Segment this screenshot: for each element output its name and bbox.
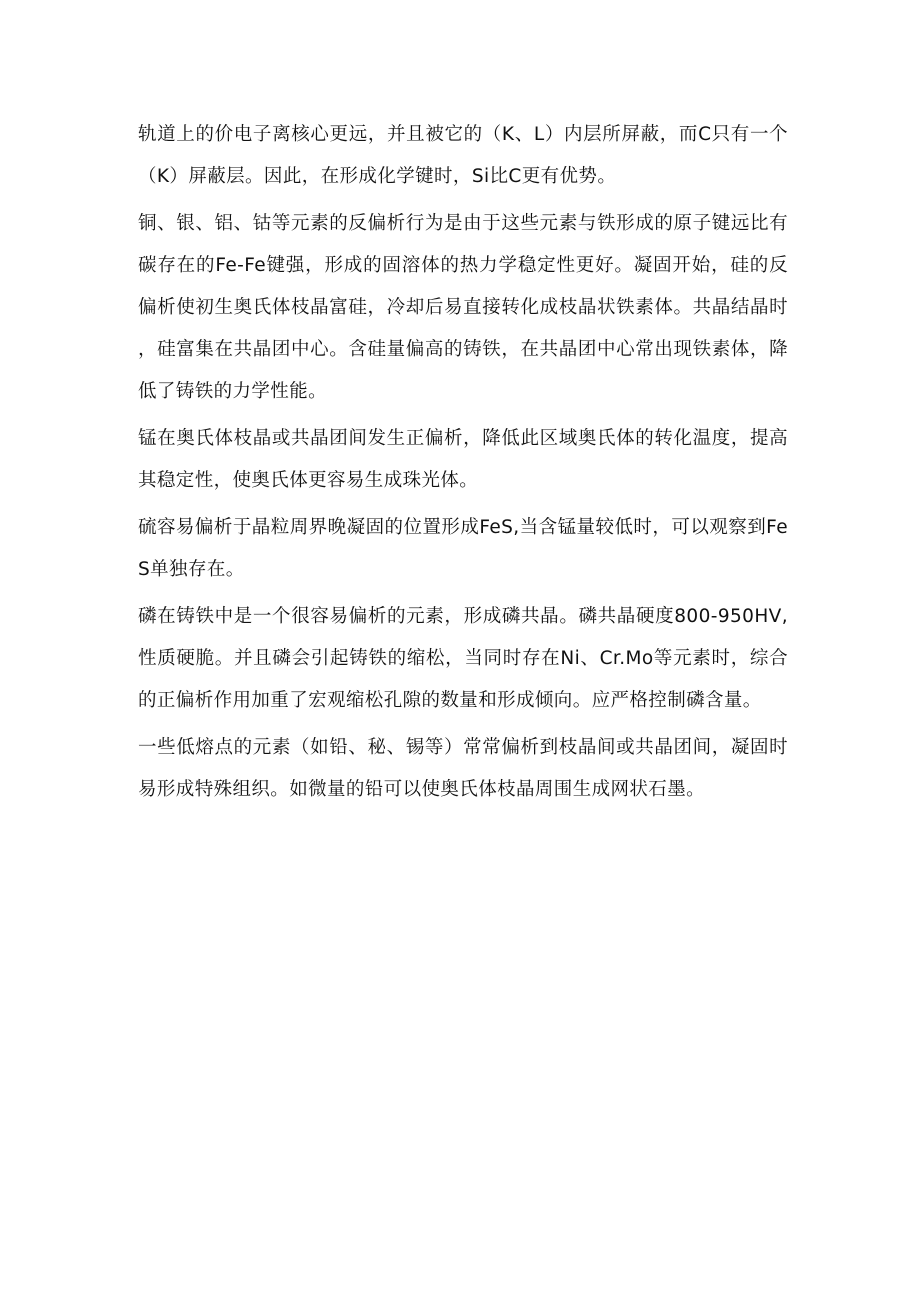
paragraph-phosphorus: 磷在铸铁中是一个很容易偏析的元素，形成磷共晶。磷共晶硬度800-950HV,性质硬脆。并且磷会引起铸铁的缩松，当同时存在Ni、Cr.Mo等元素时，综合的正偏析作用加重了宏观缩松孔隙的数量和形成倾向。应严格控制磷含量。 [138, 606, 788, 711]
paragraph-low-melting-elements: 一些低熔点的元素（如铅、秘、锡等）常常偏析到枝晶间或共晶团间，凝固时易形成特殊组织。如微量的铅可以使奥氏体枝晶周围生成网状石墨。 [138, 737, 788, 800]
paragraph-inverse-segregation: 铜、银、铝、钴等元素的反偏析行为是由于这些元素与铁形成的原子键远比有碳存在的Fe-Fe键强，形成的固溶体的热力学稳定性更好。凝固开始，硅的反偏析使初生奥氏体枝晶富硅，冷却后易直接转化成枝晶状铁素体。共晶结晶时，硅富集在共晶团中心。含硅量偏高的铸铁，在共晶团中心常出现铁素体，降低了铸铁的力学性能。 [138, 213, 788, 402]
paragraph-sulfur: 硫容易偏析于晶粒周界晚凝固的位置形成FeS,当含锰量较低时，可以观察到FeS单独存在。 [138, 517, 788, 580]
document-body [138, 114, 788, 811]
paragraph-silicon-valence: 轨道上的价电子离核心更远，并且被它的（K、L）内层所屏蔽，而C只有一个（K）屏蔽层。因此，在形成化学键时，Si比C更有优势。 [138, 124, 788, 187]
paragraph-manganese: 锰在奥氏体枝晶或共晶团间发生正偏析，降低此区域奥氏体的转化温度，提高其稳定性，使奥氏体更容易生成珠光体。 [138, 428, 788, 491]
